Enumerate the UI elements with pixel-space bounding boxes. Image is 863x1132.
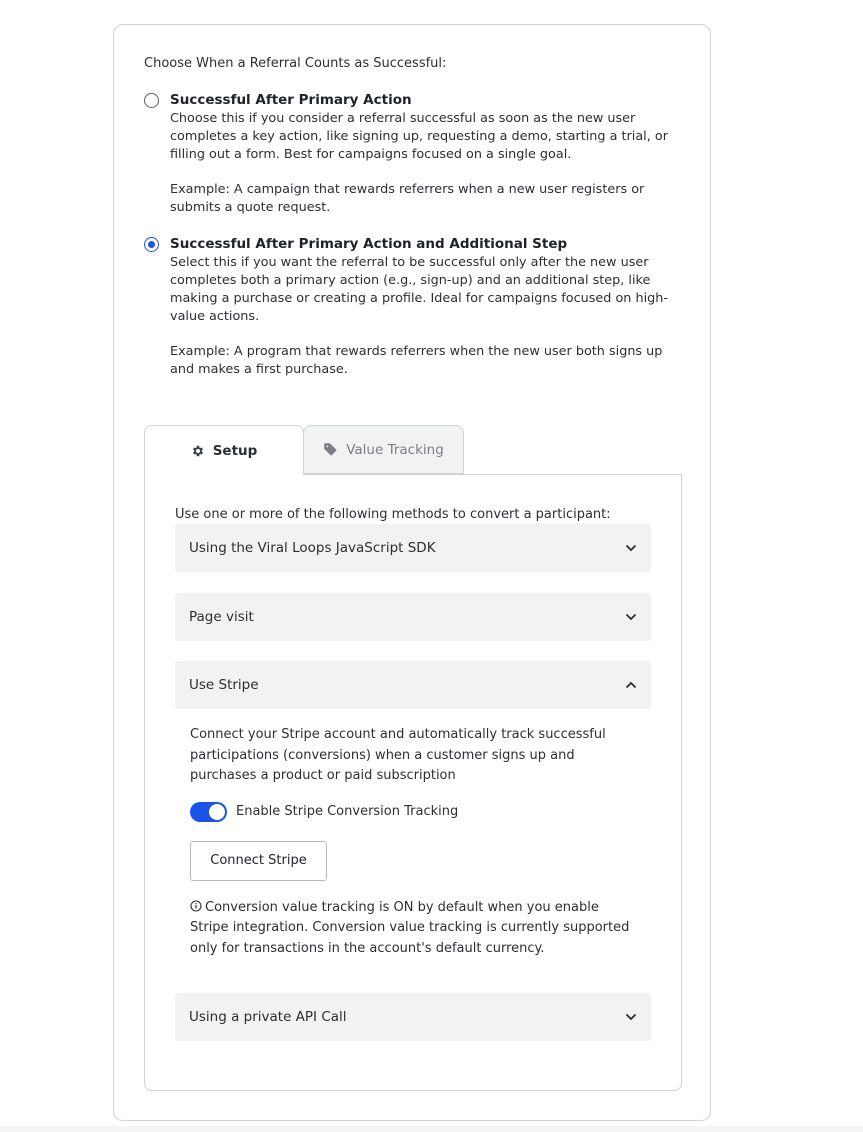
accordion-label: Page visit	[189, 609, 254, 625]
option-example: Example: A program that rewards referrers when the new user both signs up and makes a first purchase.	[170, 344, 663, 377]
stripe-info-note	[190, 898, 640, 960]
radio-primary-and-additional-step[interactable]	[144, 237, 159, 252]
option-description: Select this if you want the referral to be successful only after the new user completes both a primary action (e.g., sign-up) and an additional step, like making a purchase or creating a profile. Ideal for campaigns focused on high-value actions.	[170, 255, 668, 324]
option-description: Choose this if you consider a referral successful as soon as the new user completes a key action, like signing up, requesting a demo, starting a trial, or filling out a form. Best for campaigns focused on a single goal.	[170, 111, 668, 162]
accordion-label: Use Stripe	[189, 677, 259, 693]
conversion-methods-intro: Use one or more of the following methods to convert a participant:	[175, 507, 611, 522]
option-example: Example: A campaign that rewards referrers when a new user registers or submits a quote request.	[170, 182, 645, 215]
tab-setup[interactable]	[144, 425, 304, 475]
accordion-page-visit[interactable]	[175, 593, 651, 641]
tab-value-tracking-label: Value Tracking	[346, 441, 444, 458]
section-heading: Choose When a Referral Counts as Successful:	[144, 56, 447, 71]
chevron-up-icon	[625, 681, 637, 689]
accordion-javascript-sdk[interactable]	[175, 524, 651, 572]
accordion-use-stripe[interactable]	[175, 661, 651, 709]
tab-setup-label: Setup	[212, 442, 258, 459]
tag-icon	[323, 442, 338, 457]
stripe-toggle-row	[190, 802, 640, 822]
option-title: Successful After Primary Action	[170, 92, 412, 108]
setup-tab-panel	[144, 474, 682, 1091]
gear-icon	[191, 444, 205, 458]
stripe-panel	[190, 725, 640, 959]
accordion-label: Using the Viral Loops JavaScript SDK	[189, 540, 436, 556]
chevron-down-icon	[625, 613, 637, 621]
accordion-private-api-call[interactable]	[175, 993, 651, 1041]
radio-primary-action[interactable]	[144, 93, 159, 108]
connect-stripe-button[interactable]: Connect Stripe	[190, 841, 327, 881]
stripe-note-text: Conversion value tracking is ON by default when you enable Stripe integration. Conversion value tracking is currently supported only for transactions in the account's default currency.	[190, 899, 630, 956]
chevron-down-icon	[625, 1013, 637, 1021]
referral-settings-card	[113, 24, 711, 1121]
stripe-description: Connect your Stripe account and automatically track successful participations (conversions) when a customer signs up and purchases a product or paid subscription	[190, 727, 606, 783]
info-icon	[190, 900, 202, 912]
option-title: Successful After Primary Action and Additional Step	[170, 236, 568, 252]
stripe-conversion-toggle[interactable]	[190, 802, 227, 822]
tab-bar	[144, 425, 682, 475]
stripe-toggle-label: Enable Stripe Conversion Tracking	[236, 804, 459, 819]
chevron-down-icon	[625, 544, 637, 552]
tab-value-tracking[interactable]	[303, 425, 464, 474]
option-primary-and-additional-step[interactable]	[144, 235, 684, 379]
option-primary-action[interactable]	[144, 91, 684, 217]
page-bottom-strip	[0, 1126, 863, 1132]
accordion-label: Using a private API Call	[189, 1009, 347, 1025]
